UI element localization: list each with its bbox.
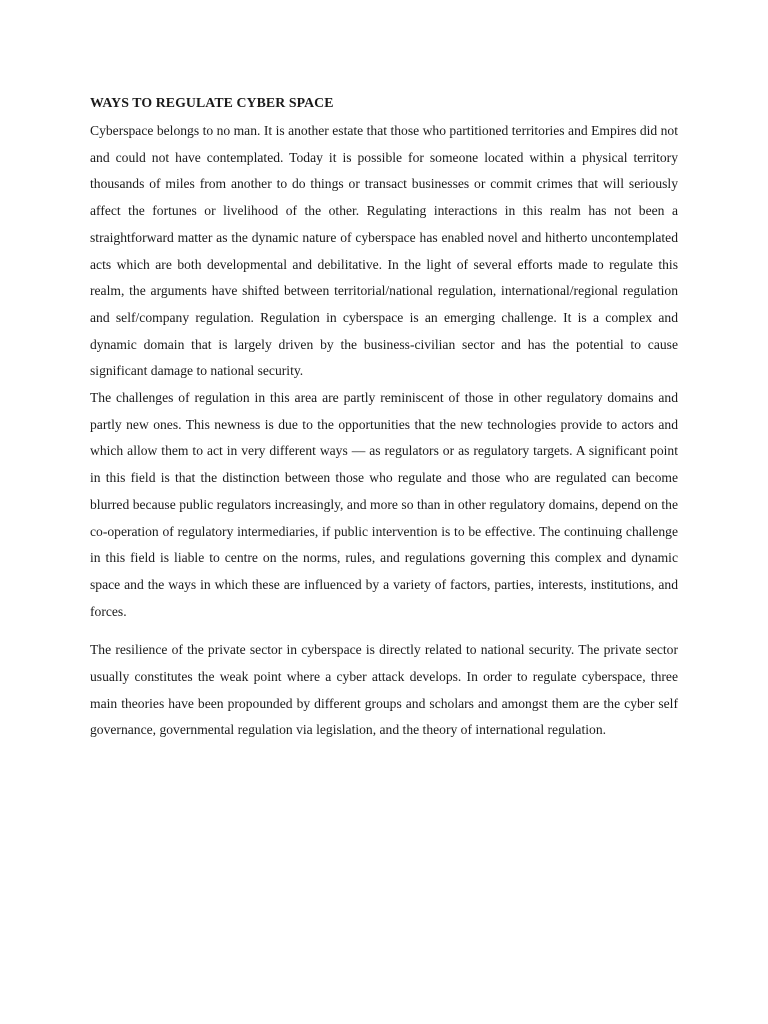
document-body [90,93,678,744]
document-heading: WAYS TO REGULATE CYBER SPACE [90,95,334,110]
paragraph-private-sector-resilience: The resilience of the private sector in cyberspace is directly related to national security. The private sector usually constitutes the weak point where a cyber attack develops. In order to regulate cyberspace, three main theories have been propounded by different groups and scholars and amongst them are the cyber self governance, governmental regulation via legislation, and the theory of international regulation. [90,642,678,738]
paragraph-regulation-challenges: The challenges of regulation in this area are partly reminiscent of those in other regulatory domains and partly new ones. This newness is due to the opportunities that the new technologies provide to actors and which allow them to act in very different ways — as regulators or as regulatory targets. A significant point in this field is that the distinction between those who regulate and those who are regulated can become blurred because public regulators increasingly, and more so than in other regulatory domains, depend on the co-operation of regulatory intermediaries, if public intervention is to be effective. The continuing challenge in this field is liable to centre on the norms, rules, and regulations governing this complex and dynamic space and the ways in which these are influenced by a variety of factors, parties, interests, institutions, and forces. [90,390,678,619]
paragraph-cyberspace-intro: Cyberspace belongs to no man. It is another estate that those who partitioned territories and Empires did not and could not have contemplated. Today it is possible for someone located within a physical territory thousands of miles from another to do things or transact businesses or commit crimes that will seriously affect the fortunes or livelihood of the other. Regulating interactions in this realm has not been a straightforward matter as the dynamic nature of cyberspace has enabled novel and hitherto uncontemplated acts which are both developmental and debilitative. In the light of several efforts made to regulate this realm, the arguments have shifted between territorial/national regulation, international/regional regulation and self/company regulation. Regulation in cyberspace is an emerging challenge. It is a complex and dynamic domain that is largely driven by the business-civilian sector and has the potential to cause significant damage to national security. [90,123,678,379]
